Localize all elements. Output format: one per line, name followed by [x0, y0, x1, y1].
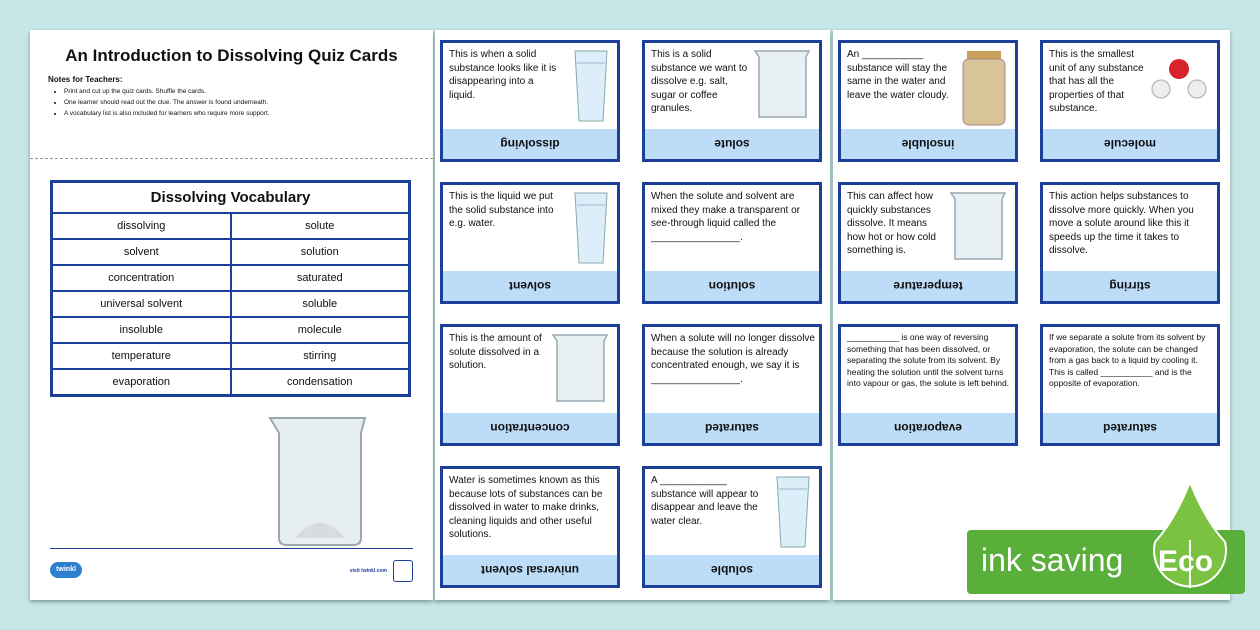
vocab-cell: saturated — [232, 266, 409, 290]
quiz-card-stirring — [1040, 182, 1220, 304]
twinkl-logo: twinkl — [50, 562, 82, 578]
notes-heading: Notes for Teachers: — [48, 75, 123, 84]
card-clue — [1043, 185, 1217, 271]
card-answer: evaporation — [841, 413, 1015, 443]
clue-text: This action helps substances to dissolve more quickly. When you move a solute around like this it speeds up the time it takes to dissolve. — [1049, 191, 1194, 256]
quiz-card-saturated — [642, 324, 822, 446]
card-answer: stirring — [1043, 271, 1217, 301]
quiz-card-temperature — [838, 182, 1018, 304]
card-clue — [645, 185, 819, 271]
card-answer: solute — [645, 129, 819, 159]
vocabulary-grid — [53, 214, 408, 394]
card-clue — [443, 469, 617, 555]
card-clue — [1043, 43, 1217, 129]
clue-text: When a solute will no longer dissolve because the solution is already concentrated enough, we say it is ________________. — [651, 333, 815, 385]
vocab-cell: solute — [232, 214, 409, 238]
clue-text: This can affect how quickly substances dissolve. It means how hot or how cold something is. — [847, 191, 936, 256]
water-glass-image — [775, 475, 811, 549]
card-answer: soluble — [645, 555, 819, 585]
quiz-card-soluble — [642, 466, 822, 588]
card-clue — [645, 469, 819, 555]
clue-text: This is a solid substance we want to dissolve e.g. salt, sugar or coffee granules. — [651, 49, 748, 114]
quiz-card-solution — [642, 182, 822, 304]
quiz-card-saturated — [1040, 324, 1220, 446]
water-glass-image — [573, 49, 609, 123]
card-answer: solvent — [443, 271, 617, 301]
clue-text: This is the liquid we put the solid substance into e.g. water. — [449, 191, 554, 229]
clue-text: A ____________ substance will appear to disappear and leave the water clear. — [651, 475, 759, 527]
card-clue — [443, 43, 617, 129]
clue-text: An ___________ substance will stay the same in the water and leave the water cloudy. — [847, 49, 949, 101]
teacher-notes — [48, 75, 270, 117]
vocab-cell: condensation — [232, 370, 409, 394]
note-item: • One learner should read out the clue. The answer is found underneath. — [64, 99, 270, 106]
vocab-cell: dissolving — [53, 214, 230, 238]
card-answer: dissolving — [443, 129, 617, 159]
card-answer: temperature — [841, 271, 1015, 301]
quiz-card-concentration — [440, 324, 620, 446]
quiz-card-solute — [642, 40, 822, 162]
card-answer: solution — [645, 271, 819, 301]
card-answer: concentration — [443, 413, 617, 443]
page-title: An Introduction to Dissolving Quiz Cards — [65, 46, 398, 65]
vocab-cell: insoluble — [53, 318, 230, 342]
beaker-image — [949, 191, 1007, 263]
card-clue — [841, 327, 1015, 413]
water-glass-image — [573, 191, 609, 265]
vocab-cell: solution — [232, 240, 409, 264]
eco-badge-label: Eco — [1158, 545, 1214, 578]
beaker-image — [753, 49, 811, 121]
vocab-cell: solvent — [53, 240, 230, 264]
footer-url[interactable]: visit twinkl.com — [349, 568, 387, 574]
clue-text: This is the amount of solute dissolved in a solution. — [449, 333, 542, 371]
vocab-cell: stirring — [232, 344, 409, 368]
quiz-card-molecule — [1040, 40, 1220, 162]
clue-text: When the solute and solvent are mixed they make a transparent or see-through liquid called the ________________. — [651, 191, 800, 243]
intro-page — [30, 30, 433, 600]
quiz-card-dissolving — [440, 40, 620, 162]
card-clue — [443, 327, 617, 413]
card-answer: molecule — [1043, 129, 1217, 159]
card-clue — [841, 43, 1015, 129]
cut-line — [30, 158, 433, 159]
footer-divider — [50, 548, 413, 549]
quiz-card-insoluble — [838, 40, 1018, 162]
card-answer: insoluble — [841, 129, 1015, 159]
quiz-card-solvent — [440, 182, 620, 304]
card-clue — [443, 185, 617, 271]
vocab-cell: evaporation — [53, 370, 230, 394]
note-item: • A vocabulary list is also included for learners who require more support. — [64, 110, 270, 117]
clue-text: This is when a solid substance looks like it is disappearing into a liquid. — [449, 49, 557, 101]
card-answer: universal solvent — [443, 555, 617, 585]
beaker-image — [265, 413, 375, 548]
quiz-card-universal-solvent — [440, 466, 620, 588]
vocabulary-table — [50, 180, 411, 397]
vocab-cell: universal solvent — [53, 292, 230, 316]
beaker-image — [551, 333, 609, 405]
jar-image — [961, 49, 1007, 127]
card-answer: saturated — [1043, 413, 1217, 443]
note-item: • Print and cut up the quiz cards. Shuffle the cards. — [64, 88, 270, 95]
molecule-image — [1149, 49, 1209, 109]
vocab-cell: concentration — [53, 266, 230, 290]
clue-text: This is the smallest unit of any substance that has all the properties of that substance. — [1049, 49, 1144, 114]
card-clue — [645, 327, 819, 413]
vocab-cell: temperature — [53, 344, 230, 368]
quality-badge-icon — [393, 560, 413, 582]
clue-text: Water is sometimes known as this because lots of substances can be dissolved in water to make drinks, cleaning liquids and other useful solutions. — [449, 475, 603, 540]
clue-text: If we separate a solute from its solvent by evaporation, the solute can be changed from a gas back to a liquid by cooling it. This is called ___________ and is the opposite of evaporation. — [1049, 332, 1206, 388]
card-answer: saturated — [645, 413, 819, 443]
vocab-cell: soluble — [232, 292, 409, 316]
card-clue — [1043, 327, 1217, 413]
vocabulary-title: Dissolving Vocabulary — [53, 183, 408, 212]
clue-text: ___________ is one way of reversing something that has been dissolved, or separating the solute from its solvent. By heating the solution until the solvent turns into vapour or gas, the solute is left behind. — [847, 332, 1010, 388]
quiz-card-evaporation — [838, 324, 1018, 446]
card-clue — [645, 43, 819, 129]
card-clue — [841, 185, 1015, 271]
vocab-cell: molecule — [232, 318, 409, 342]
ink-saving-label: ink saving — [981, 542, 1124, 578]
